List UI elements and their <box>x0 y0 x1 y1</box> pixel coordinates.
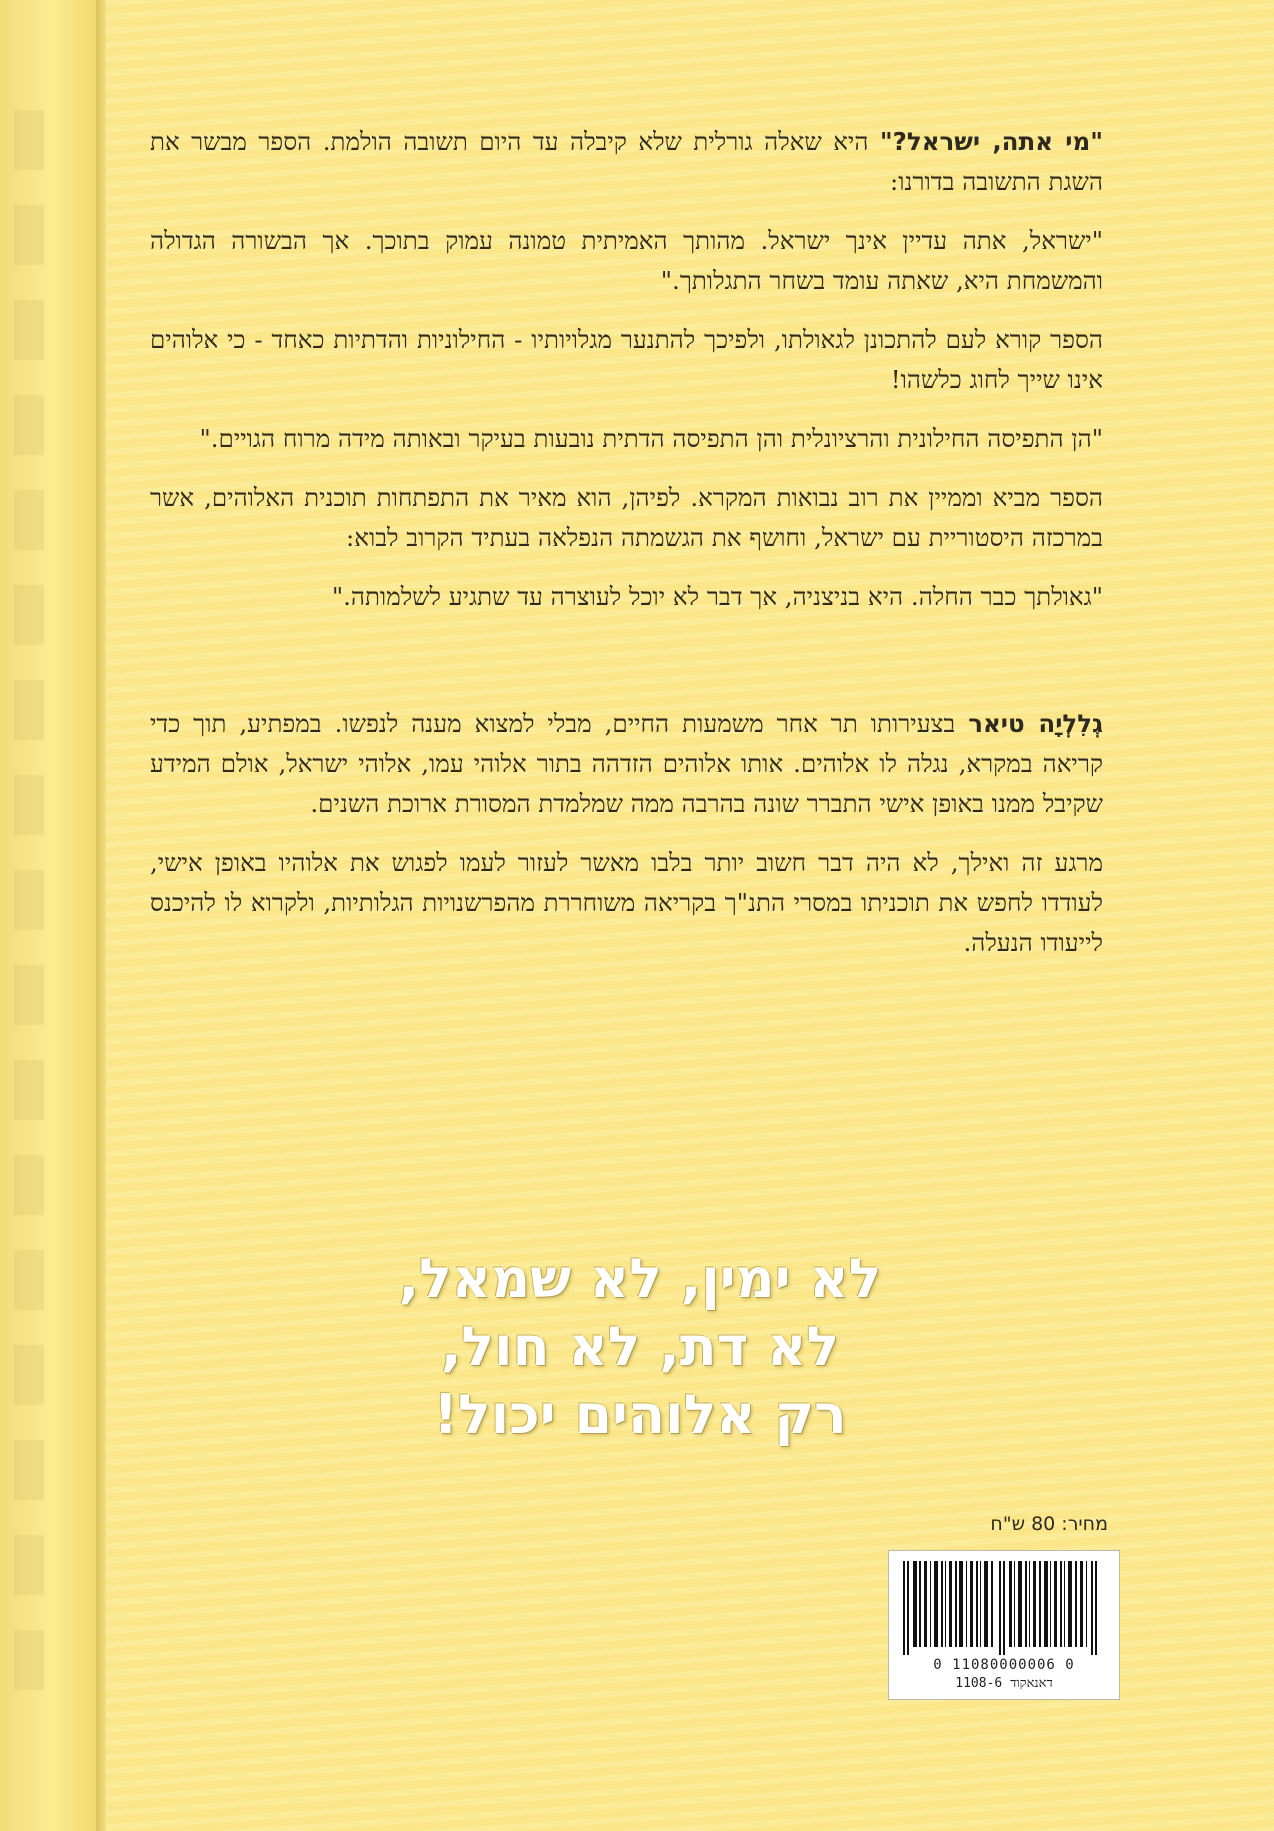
paragraph-quote-1: "ישראל, אתה עדיין אינך ישראל. מהותך האמיתית טמונה עמוק בתוכך. אך הבשורה הגדולה והמשמחת היא, שאתה עומד בשחר התגלותך." <box>150 226 1103 295</box>
slogan-line-1: לא ימין, לא שמאל, <box>398 1247 882 1310</box>
paragraph-prophecies: הספר מביא וממיין את רוב נבואות המקרא. לפיהן, הוא מאיר את התפתחות תוכנית האלוהים, אשר במרכזה היסטוריית עם ישראל, וחושף את הגשמתה הנפלאה בעתיד הקרוב לבוא: <box>150 483 1103 552</box>
slogan <box>300 1245 980 1449</box>
slogan-line-3: רק אלוהים יכול! <box>433 1383 847 1446</box>
paragraph-quote-3: "גאולתך כבר החלה. היא בניצניה, אך דבר לא יוכל לעוצרה עד שתגיע לשלמותה." <box>331 582 1103 611</box>
spine-hinge <box>96 0 106 1831</box>
paragraph-author-mission: מרגע זה ואילך, לא היה דבר חשוב יותר בלבו מאשר לעזור לעמו לפגוש את אלוהיו באופן אישי, לעודדו לחפש את תוכניתו במסרי התנ"ך בקריאה משוחררת מהפרשנויות הגלותיות, ולקרוא לו להיכנס לייעודו הנעלה. <box>150 848 1103 957</box>
spine-faint-print <box>14 110 44 1710</box>
intro-text: היא שאלה גורלית שלא קיבלה עד היום תשובה הולמת. הספר מבשר את השגת התשובה בדורנו: <box>150 127 1103 196</box>
barcode-label <box>888 1550 1120 1700</box>
intro-bold-question: "מי אתה, ישראל?" <box>879 127 1103 156</box>
paragraph-intro <box>150 122 1103 202</box>
paragraph-quote-2: "הן התפיסה החילונית והרציונלית והן התפיסה הדתית נובעות בעיקר ובאותה מידה מרוח הגויים." <box>199 424 1103 453</box>
author-bio-text: בצעירותו תר אחר משמעות החיים, מבלי למצוא מענה לנפשו. במפתיע, תוך כדי קריאה במקרא, נגלה לו אלוהים. אותו אלוהים הזדהה בתור אלוהי עמו, אלוהי ישראל, אולם המידע שקיבל ממנו באופן אישי התברר שונה בהרבה ממה שמלמדת המסורת ארוכת השנים. <box>150 709 1103 818</box>
paragraph-call: הספר קורא לעם להתכונן לגאולתו, ולפיכך להתנער מגלויותיו - החילוניות והדתיות כאחד - כי אלוהים אינו שייך לחוג כלשהו! <box>150 325 1103 394</box>
barcode-code: דאנאקוד 1108-6 <box>955 1676 1053 1691</box>
blurb-text <box>150 122 1103 982</box>
barcode-bars <box>899 1561 1111 1655</box>
paragraph-author-bio <box>150 704 1103 824</box>
slogan-line-2: לא דת, לא חול, <box>440 1315 840 1378</box>
author-name: גְלִלְיָה טיאר <box>968 709 1104 738</box>
barcode-digits: 0 11080000006 0 <box>933 1657 1075 1673</box>
price-label: מחיר: 80 ש"ח <box>990 1513 1108 1535</box>
section-gap <box>150 636 1103 704</box>
